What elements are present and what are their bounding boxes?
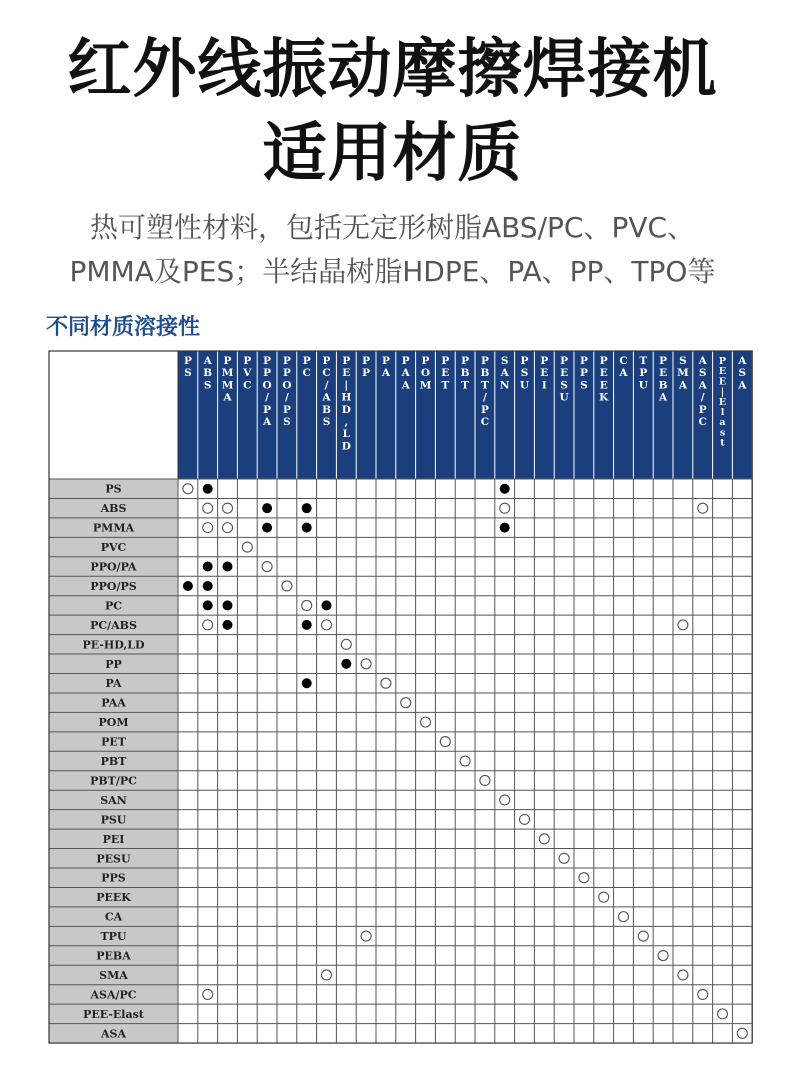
column-header: C A xyxy=(619,355,628,380)
row-label: PPS xyxy=(101,871,126,885)
compatible-dot-hollow xyxy=(678,620,688,630)
column-header: P C / A B S xyxy=(322,355,331,428)
column-header: P P S xyxy=(579,355,588,392)
row-label: PC/ABS xyxy=(90,618,137,632)
compatible-dot-filled xyxy=(203,600,213,610)
compatible-dot-filled xyxy=(203,562,213,572)
compatible-dot-hollow xyxy=(262,562,272,572)
compatible-dot-hollow xyxy=(599,892,609,902)
column-header: A S A xyxy=(738,355,747,392)
compatible-dot-hollow xyxy=(520,814,530,824)
column-header: P E T xyxy=(441,355,450,392)
compatible-dot-hollow xyxy=(302,600,312,610)
column-header: P M M A xyxy=(221,355,234,404)
row-label: PMMA xyxy=(92,521,135,535)
compatible-dot-filled xyxy=(203,581,213,591)
column-header: P O M xyxy=(419,355,432,392)
row-label: PSU xyxy=(100,813,127,827)
compatible-dot-filled xyxy=(223,620,233,630)
row-label: PEEK xyxy=(96,891,131,905)
compatible-dot-hollow xyxy=(678,970,688,980)
compatible-dot-hollow xyxy=(460,756,470,766)
compatible-dot-hollow xyxy=(480,775,490,785)
subtitle-line2: PMMA及PES；半结晶树脂HDPE、PA、PP、TPO等 xyxy=(69,255,716,288)
column-header: T P U xyxy=(638,355,648,392)
row-label: POM xyxy=(98,716,129,730)
compatible-dot-filled xyxy=(302,620,312,630)
column-header: P C xyxy=(302,355,311,380)
compatible-dot-hollow xyxy=(223,503,233,513)
compatible-dot-hollow xyxy=(223,523,233,533)
compatible-dot-hollow xyxy=(203,620,213,630)
compatible-dot-hollow xyxy=(381,678,391,688)
row-label: PEE-Elast xyxy=(83,1007,144,1021)
compatible-dot-hollow xyxy=(341,639,351,649)
row-label: PEI xyxy=(102,832,125,846)
column-header: P V C xyxy=(243,355,252,392)
column-header: P S xyxy=(183,355,192,380)
column-header: P S U xyxy=(519,355,530,392)
section-title: 不同材质溶接性 xyxy=(46,315,201,340)
compatible-dot-filled xyxy=(302,523,312,533)
compatible-dot-filled xyxy=(183,581,193,591)
compatible-dot-filled xyxy=(262,523,272,533)
compatible-dot-hollow xyxy=(421,717,431,727)
compatible-dot-hollow xyxy=(361,659,371,669)
compatible-dot-hollow xyxy=(203,989,213,999)
compatible-dot-hollow xyxy=(559,853,569,863)
compatible-dot-filled xyxy=(223,562,233,572)
compatible-dot-hollow xyxy=(619,912,629,922)
compatible-dot-hollow xyxy=(401,698,411,708)
compatible-dot-hollow xyxy=(440,737,450,747)
compatible-dot-hollow xyxy=(322,620,332,630)
column-header: P E E K xyxy=(599,355,609,404)
compatible-dot-hollow xyxy=(322,970,332,980)
compatible-dot-hollow xyxy=(579,873,589,883)
compatible-dot-filled xyxy=(341,659,351,669)
column-header: P E B A xyxy=(658,355,668,404)
column-header: P B T xyxy=(460,355,470,392)
row-label: CA xyxy=(104,910,123,924)
column-header: A S A / P C xyxy=(698,355,707,428)
row-label: ASA/PC xyxy=(90,988,137,1002)
column-header: P P xyxy=(362,355,371,380)
row-label: PAA xyxy=(101,696,126,710)
column-header: P E E | E l a s t xyxy=(718,356,727,449)
page-title-line2: 适用材质 xyxy=(262,117,523,191)
compatible-dot-hollow xyxy=(698,503,708,513)
row-label: PESU xyxy=(96,852,131,866)
column-header: P P O / P A xyxy=(262,355,272,428)
compatible-dot-hollow xyxy=(698,989,708,999)
compatible-dot-filled xyxy=(322,600,332,610)
compatible-dot-hollow xyxy=(282,581,292,591)
compatible-dot-hollow xyxy=(203,503,213,513)
page-title-line1: 红外线振动摩擦焊接机 xyxy=(67,33,718,107)
column-header: P E | H D , L D xyxy=(341,355,352,453)
column-header: P E I xyxy=(540,355,549,392)
compatible-dot-hollow xyxy=(718,1009,728,1019)
compatible-dot-hollow xyxy=(737,1028,747,1038)
row-label: ABS xyxy=(100,502,127,516)
row-label: SMA xyxy=(99,968,128,982)
column-header: P P O / P S xyxy=(282,355,292,428)
compatible-dot-hollow xyxy=(203,523,213,533)
row-label: PS xyxy=(105,482,122,496)
compatible-dot-hollow xyxy=(658,951,668,961)
compatible-dot-filled xyxy=(302,503,312,513)
column-header: P A xyxy=(381,355,390,380)
compatible-dot-filled xyxy=(500,523,510,533)
column-header: S M A xyxy=(677,355,689,392)
compatible-dot-hollow xyxy=(500,795,510,805)
row-label: PA xyxy=(105,677,122,691)
row-label: PE-HD,LD xyxy=(82,638,145,652)
compatible-dot-filled xyxy=(262,503,272,513)
row-label: PBT xyxy=(100,755,127,769)
column-header: P B T / P C xyxy=(480,355,490,428)
compatible-dot-hollow xyxy=(500,503,510,513)
compatible-dot-filled xyxy=(203,484,213,494)
column-header: P A A xyxy=(401,355,410,392)
column-header: P E S U xyxy=(559,355,569,404)
row-label: PVC xyxy=(100,541,127,555)
compatible-dot-filled xyxy=(223,600,233,610)
row-label: PC xyxy=(104,599,123,613)
row-label: ASA xyxy=(100,1027,127,1041)
row-label: PET xyxy=(101,735,126,749)
row-label: SAN xyxy=(100,793,127,807)
row-label: PBT/PC xyxy=(90,774,137,788)
column-header: S A N xyxy=(499,355,510,392)
compatible-dot-hollow xyxy=(183,484,193,494)
compatible-dot-hollow xyxy=(638,931,648,941)
column-header: A B S xyxy=(203,355,213,392)
compatible-dot-filled xyxy=(500,484,510,494)
compatible-dot-filled xyxy=(302,678,312,688)
row-label: PPO/PS xyxy=(90,579,137,593)
row-label: TPU xyxy=(100,930,127,944)
compatible-dot-hollow xyxy=(242,542,252,552)
subtitle-line1: 热可塑性材料，包括无定形树脂ABS/PC、PVC、 xyxy=(89,211,696,244)
compatible-dot-hollow xyxy=(539,834,549,844)
row-label: PEBA xyxy=(96,949,131,963)
row-label: PPO/PA xyxy=(90,560,137,574)
row-label: PP xyxy=(105,657,122,671)
compatible-dot-hollow xyxy=(361,931,371,941)
